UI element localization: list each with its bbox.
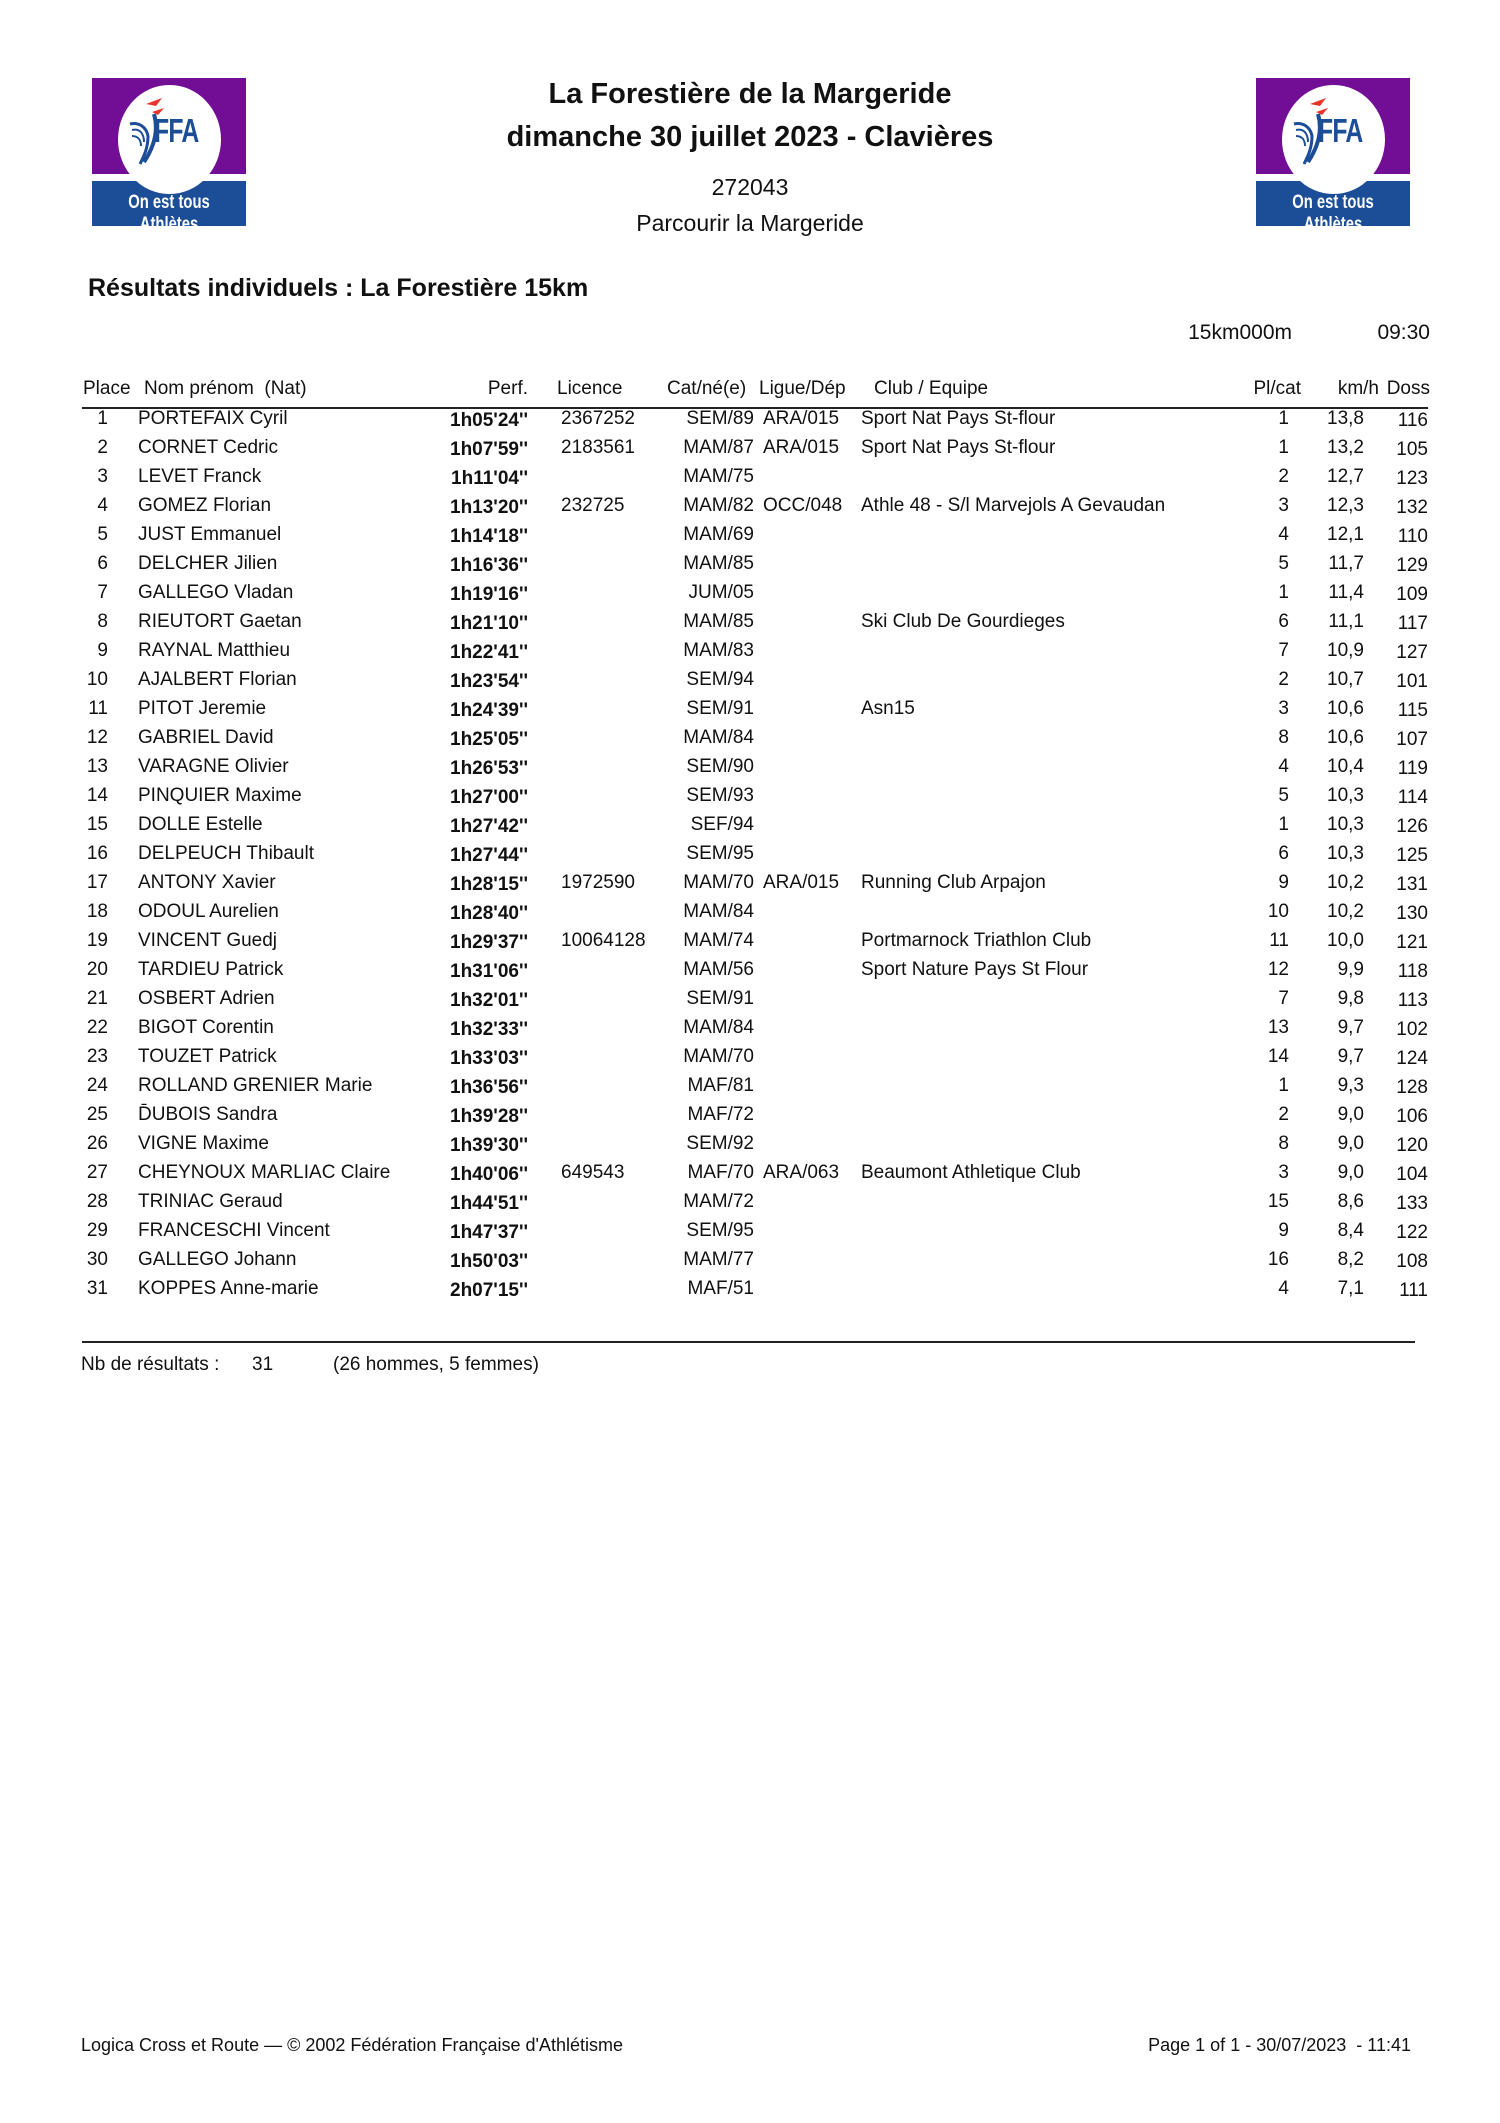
cell-place: 22 — [86, 1017, 108, 1038]
cell-doss: 111 — [1399, 1280, 1428, 1301]
cell-place: 17 — [86, 872, 108, 893]
cell-plcat: 1 — [1278, 582, 1289, 603]
cell-doss: 105 — [1396, 439, 1428, 460]
cell-place: 5 — [97, 524, 108, 545]
table-row — [0, 698, 1500, 727]
table-row — [0, 1278, 1500, 1307]
cell-cat: MAM/74 — [683, 930, 754, 951]
cell-perf: 1h29'37'' — [450, 932, 528, 953]
cell-name: VIGNE Maxime — [138, 1133, 269, 1154]
cell-place: 12 — [86, 727, 108, 748]
cell-doss: 119 — [1397, 758, 1428, 779]
cell-plcat: 6 — [1278, 843, 1289, 864]
cell-perf: 1h05'24'' — [450, 410, 528, 431]
cell-plcat: 9 — [1278, 1220, 1289, 1241]
cell-plcat: 14 — [1267, 1046, 1289, 1067]
table-row — [0, 1017, 1500, 1046]
cell-doss: 104 — [1396, 1164, 1428, 1185]
cell-plcat: 7 — [1278, 988, 1289, 1009]
cell-kmh: 7,1 — [1337, 1278, 1364, 1299]
table-row — [0, 872, 1500, 901]
cell-perf: 1h07'59'' — [450, 439, 528, 460]
col-doss: Doss — [1386, 378, 1430, 399]
cell-cat: SEM/95 — [686, 843, 754, 864]
cell-place: 18 — [86, 901, 108, 922]
cell-name: ODOUL Aurelien — [138, 901, 279, 922]
cell-kmh: 10,6 — [1327, 698, 1364, 719]
cell-place: 20 — [86, 959, 108, 980]
cell-plcat: 2 — [1278, 1104, 1289, 1125]
footer-copyright: Logica Cross et Route — © 2002 Fédération Française d'Athlétisme — [81, 2035, 623, 2055]
cell-club: Portmarnock Triathlon Club — [861, 930, 1092, 951]
table-row — [0, 959, 1500, 988]
cell-plcat: 11 — [1269, 930, 1289, 951]
cell-place: 10 — [86, 669, 108, 690]
cell-name: JUST Emmanuel — [138, 524, 282, 545]
cell-cat: MAM/69 — [683, 524, 754, 545]
cell-doss: 108 — [1396, 1251, 1428, 1272]
cell-name: GALLEGO Vladan — [138, 582, 294, 603]
cell-name: DOLLE Estelle — [138, 814, 263, 835]
cell-perf: 1h14'18'' — [450, 526, 528, 547]
logo-tagline: On est tous Athlètes — [1292, 192, 1374, 235]
cell-perf: 1h32'01'' — [450, 990, 528, 1011]
cell-perf: 1h24'39'' — [450, 700, 528, 721]
cell-doss: 110 — [1397, 526, 1428, 547]
cell-name: TOUZET Patrick — [138, 1046, 277, 1067]
cell-perf: 1h21'10'' — [450, 613, 528, 634]
cell-perf: 1h39'30'' — [450, 1135, 528, 1156]
cell-licence: 2183561 — [561, 437, 635, 458]
cell-kmh: 9,7 — [1337, 1017, 1364, 1038]
cell-place: 23 — [86, 1046, 108, 1067]
table-row — [0, 1075, 1500, 1104]
table-row — [0, 466, 1500, 495]
table-row — [0, 785, 1500, 814]
cell-plcat: 15 — [1267, 1191, 1289, 1212]
event-title: La Forestière de la Margeride — [548, 78, 952, 110]
cell-place: 27 — [86, 1162, 108, 1183]
cell-kmh: 9,8 — [1337, 988, 1364, 1009]
cell-doss: 113 — [1397, 990, 1428, 1011]
cell-cat: SEM/91 — [686, 988, 754, 1009]
cell-cat: MAM/83 — [683, 640, 754, 661]
cell-plcat: 6 — [1278, 611, 1289, 632]
cell-plcat: 1 — [1278, 814, 1289, 835]
cell-perf: 1h11'04'' — [451, 468, 528, 489]
logo-brand: FFA — [154, 112, 199, 149]
cell-plcat: 5 — [1278, 553, 1289, 574]
cell-cat: MAM/77 — [683, 1249, 754, 1270]
cell-place: 1 — [97, 408, 108, 429]
cell-doss: 116 — [1397, 410, 1428, 431]
cell-doss: 130 — [1396, 903, 1428, 924]
cell-perf: 1h13'20'' — [450, 497, 528, 518]
cell-plcat: 10 — [1267, 901, 1289, 922]
cell-doss: 128 — [1396, 1077, 1428, 1098]
cell-ligue: ARA/015 — [763, 408, 840, 429]
cell-place: 16 — [86, 843, 108, 864]
cell-name: RIEUTORT Gaetan — [138, 611, 302, 632]
table-row — [0, 1162, 1500, 1191]
cell-kmh: 12,7 — [1327, 466, 1364, 487]
cell-plcat: 12 — [1267, 959, 1289, 980]
table-row — [0, 901, 1500, 930]
cell-doss: 101 — [1396, 671, 1428, 692]
cell-kmh: 8,4 — [1337, 1220, 1364, 1241]
table-row — [0, 814, 1500, 843]
cell-ligue: ARA/015 — [763, 437, 840, 458]
cell-doss: 121 — [1396, 932, 1428, 953]
cell-name: CORNET Cedric — [138, 437, 279, 458]
cell-doss: 125 — [1396, 845, 1428, 866]
cell-kmh: 9,0 — [1337, 1104, 1364, 1125]
cell-ligue: OCC/048 — [763, 495, 843, 516]
cell-kmh: 12,3 — [1327, 495, 1364, 516]
cell-kmh: 10,3 — [1327, 814, 1364, 835]
cell-plcat: 2 — [1278, 466, 1289, 487]
footer-page-info: Page 1 of 1 - 30/07/2023 - 11:41 — [1148, 2035, 1411, 2055]
cell-plcat: 16 — [1267, 1249, 1289, 1270]
cell-name: LEVET Franck — [138, 466, 262, 487]
cell-kmh: 9,3 — [1337, 1075, 1364, 1096]
col-licence: Licence — [557, 378, 623, 399]
cell-name: ANTONY Xavier — [138, 872, 276, 893]
cell-cat: MAF/70 — [687, 1162, 754, 1183]
col-perf: Perf. — [487, 378, 528, 399]
cell-place: 13 — [86, 756, 108, 777]
table-row — [0, 1249, 1500, 1278]
cell-perf: 1h27'00'' — [450, 787, 528, 808]
cell-perf: 1h39'28'' — [450, 1106, 528, 1127]
col-club: Club / Equipe — [874, 378, 989, 399]
cell-club: Asn15 — [861, 698, 915, 719]
table-row — [0, 930, 1500, 959]
cell-plcat: 4 — [1278, 524, 1289, 545]
cell-plcat: 4 — [1278, 756, 1289, 777]
cell-doss: 117 — [1397, 613, 1428, 634]
cell-plcat: 5 — [1278, 785, 1289, 806]
cell-perf: 1h23'54'' — [450, 671, 528, 692]
cell-cat: MAM/72 — [683, 1191, 754, 1212]
cell-place: 29 — [86, 1220, 108, 1241]
cell-plcat: 1 — [1278, 437, 1289, 458]
cell-cat: SEM/94 — [686, 669, 754, 690]
summary-count: 31 — [252, 1354, 274, 1375]
cell-name: GALLEGO Johann — [138, 1249, 297, 1270]
cell-doss: 122 — [1396, 1222, 1428, 1243]
cell-name: TARDIEU Patrick — [138, 959, 284, 980]
section-title: Résultats individuels : La Forestière 15km — [88, 274, 589, 302]
cell-club: Sport Nat Pays St-flour — [861, 408, 1056, 429]
table-row — [0, 1104, 1500, 1133]
cell-doss: 124 — [1396, 1048, 1428, 1069]
cell-perf: 1h26'53'' — [450, 758, 528, 779]
cell-doss: 132 — [1396, 497, 1428, 518]
cell-name: DELCHER Jilien — [138, 553, 278, 574]
cell-kmh: 12,1 — [1327, 524, 1364, 545]
table-row — [0, 1133, 1500, 1162]
cell-place: 4 — [97, 495, 108, 516]
cell-kmh: 9,7 — [1337, 1046, 1364, 1067]
cell-plcat: 8 — [1278, 1133, 1289, 1154]
cell-name: ROLLAND GRENIER Marie — [138, 1075, 373, 1096]
cell-place: 21 — [86, 988, 108, 1009]
cell-cat: JUM/05 — [688, 582, 754, 603]
cell-cat: MAM/85 — [683, 553, 754, 574]
cell-kmh: 9,9 — [1337, 959, 1364, 980]
organizer: Parcourir la Margeride — [636, 210, 864, 236]
col-cat: Cat/né(e) — [667, 378, 747, 399]
cell-cat: MAF/72 — [687, 1104, 754, 1125]
cell-perf: 2h07'15'' — [450, 1280, 528, 1301]
cell-kmh: 10,2 — [1327, 872, 1364, 893]
cell-perf: 1h16'36'' — [450, 555, 528, 576]
cell-doss: 118 — [1397, 961, 1428, 982]
cell-doss: 126 — [1396, 816, 1428, 837]
cell-plcat: 4 — [1278, 1278, 1289, 1299]
cell-cat: MAM/82 — [683, 495, 754, 516]
table-row — [0, 553, 1500, 582]
col-kmh: km/h — [1337, 378, 1379, 399]
cell-cat: MAM/84 — [683, 727, 754, 748]
cell-cat: SEM/90 — [686, 756, 754, 777]
race-distance: 15km000m — [1188, 321, 1292, 344]
cell-perf: 1h19'16'' — [450, 584, 528, 605]
cell-perf: 1h47'37'' — [450, 1222, 528, 1243]
cell-licence: 232725 — [561, 495, 625, 516]
table-row — [0, 988, 1500, 1017]
cell-cat: SEM/91 — [686, 698, 754, 719]
cell-place: 19 — [86, 930, 108, 951]
table-row — [0, 408, 1500, 437]
cell-perf: 1h28'15'' — [450, 874, 528, 895]
col-plcat: Pl/cat — [1253, 378, 1301, 399]
cell-place: 3 — [97, 466, 108, 487]
cell-licence: 10064128 — [561, 930, 646, 951]
cell-kmh: 10,9 — [1327, 640, 1364, 661]
cell-name: KOPPES Anne-marie — [138, 1278, 319, 1299]
cell-place: 30 — [86, 1249, 108, 1270]
cell-kmh: 9,0 — [1337, 1162, 1364, 1183]
cell-name: CHEYNOUX MARLIAC Claire — [138, 1162, 391, 1183]
table-row — [0, 669, 1500, 698]
table-row — [0, 524, 1500, 553]
cell-kmh: 10,0 — [1327, 930, 1364, 951]
cell-place: 31 — [86, 1278, 108, 1299]
cell-plcat: 1 — [1278, 1075, 1289, 1096]
cell-name: VINCENT Guedj — [138, 930, 278, 951]
cell-name: D̄UBOIS Sandra — [138, 1104, 278, 1125]
cell-cat: MAM/84 — [683, 1017, 754, 1038]
cell-place: 14 — [86, 785, 108, 806]
cell-perf: 1h31'06'' — [450, 961, 528, 982]
cell-place: 11 — [88, 698, 108, 719]
cell-club: Athle 48 - S/l Marvejols A Gevaudan — [861, 495, 1166, 516]
table-row — [0, 582, 1500, 611]
cell-name: OSBERT Adrien — [138, 988, 275, 1009]
table-row — [0, 437, 1500, 466]
cell-kmh: 10,3 — [1327, 843, 1364, 864]
cell-name: PINQUIER Maxime — [138, 785, 302, 806]
cell-place: 26 — [86, 1133, 108, 1154]
cell-place: 9 — [97, 640, 108, 661]
start-time: 09:30 — [1377, 321, 1430, 344]
cell-doss: 120 — [1396, 1135, 1428, 1156]
cell-place: 7 — [97, 582, 108, 603]
cell-doss: 123 — [1396, 468, 1428, 489]
cell-perf: 1h33'03'' — [450, 1048, 528, 1069]
cell-perf: 1h44'51'' — [450, 1193, 528, 1214]
cell-plcat: 3 — [1278, 1162, 1289, 1183]
cell-plcat: 1 — [1278, 408, 1289, 429]
cell-name: PORTEFAIX Cyril — [138, 408, 288, 429]
cell-kmh: 10,2 — [1327, 901, 1364, 922]
logo-brand: FFA — [1318, 112, 1363, 149]
cell-place: 8 — [97, 611, 108, 632]
cell-doss: 109 — [1396, 584, 1428, 605]
cell-kmh: 13,2 — [1327, 437, 1364, 458]
cell-kmh: 10,3 — [1327, 785, 1364, 806]
cell-plcat: 3 — [1278, 698, 1289, 719]
cell-doss: 127 — [1396, 642, 1428, 663]
cell-name: GOMEZ Florian — [138, 495, 272, 516]
logo-tagline: On est tous Athlètes — [128, 192, 210, 235]
cell-plcat: 2 — [1278, 669, 1289, 690]
cell-cat: MAF/81 — [687, 1075, 754, 1096]
cell-doss: 129 — [1396, 555, 1428, 576]
cell-cat: SEM/93 — [686, 785, 754, 806]
table-row — [0, 756, 1500, 785]
col-ligue: Ligue/Dép — [759, 378, 846, 399]
table-row — [0, 1220, 1500, 1249]
cell-place: 6 — [97, 553, 108, 574]
cell-kmh: 13,8 — [1327, 408, 1364, 429]
cell-ligue: ARA/063 — [763, 1162, 840, 1183]
cell-perf: 1h50'03'' — [450, 1251, 528, 1272]
cell-cat: SEM/89 — [686, 408, 754, 429]
cell-plcat: 8 — [1278, 727, 1289, 748]
cell-ligue: ARA/015 — [763, 872, 840, 893]
cell-club: Sport Nature Pays St Flour — [861, 959, 1089, 980]
cell-cat: MAF/51 — [687, 1278, 754, 1299]
col-place: Place — [83, 378, 131, 399]
cell-doss: 107 — [1396, 729, 1428, 750]
cell-cat: MAM/75 — [683, 466, 754, 487]
cell-name: PITOT Jeremie — [138, 698, 267, 719]
cell-place: 28 — [86, 1191, 108, 1212]
cell-club: Ski Club De Gourdieges — [861, 611, 1065, 632]
cell-kmh: 10,6 — [1327, 727, 1364, 748]
table-row — [0, 1046, 1500, 1075]
cell-plcat: 13 — [1267, 1017, 1289, 1038]
cell-perf: 1h25'05'' — [450, 729, 528, 750]
cell-plcat: 3 — [1278, 495, 1289, 516]
cell-name: RAYNAL Matthieu — [138, 640, 291, 661]
cell-kmh: 10,4 — [1327, 756, 1364, 777]
cell-kmh: 8,2 — [1337, 1249, 1364, 1270]
cell-place: 25 — [86, 1104, 108, 1125]
table-row — [0, 495, 1500, 524]
cell-doss: 106 — [1396, 1106, 1428, 1127]
cell-perf: 1h22'41'' — [450, 642, 528, 663]
cell-doss: 115 — [1397, 700, 1428, 721]
cell-cat: MAM/87 — [683, 437, 754, 458]
cell-cat: MAM/70 — [683, 1046, 754, 1067]
cell-place: 15 — [86, 814, 108, 835]
cell-licence: 649543 — [561, 1162, 625, 1183]
cell-name: DELPEUCH Thibault — [138, 843, 315, 864]
cell-perf: 1h32'33'' — [450, 1019, 528, 1040]
cell-perf: 1h28'40'' — [450, 903, 528, 924]
cell-cat: MAM/84 — [683, 901, 754, 922]
cell-kmh: 11,1 — [1328, 611, 1364, 632]
cell-name: VARAGNE Olivier — [138, 756, 289, 777]
table-row — [0, 1191, 1500, 1220]
event-date-place: dimanche 30 juillet 2023 - Clavières — [506, 121, 994, 153]
cell-perf: 1h27'42'' — [450, 816, 528, 837]
cell-name: BIGOT Corentin — [138, 1017, 274, 1038]
cell-club: Beaumont Athletique Club — [861, 1162, 1081, 1183]
cell-plcat: 9 — [1278, 872, 1289, 893]
event-code: 272043 — [711, 174, 789, 200]
cell-cat: MAM/70 — [683, 872, 754, 893]
cell-licence: 2367252 — [561, 408, 635, 429]
cell-perf: 1h40'06'' — [450, 1164, 528, 1185]
cell-perf: 1h36'56'' — [450, 1077, 528, 1098]
cell-licence: 1972590 — [561, 872, 635, 893]
cell-cat: MAM/56 — [683, 959, 754, 980]
cell-name: FRANCESCHI Vincent — [138, 1220, 330, 1241]
cell-cat: SEM/95 — [686, 1220, 754, 1241]
cell-perf: 1h27'44'' — [450, 845, 528, 866]
cell-place: 24 — [86, 1075, 108, 1096]
table-row — [0, 611, 1500, 640]
table-row — [0, 640, 1500, 669]
summary-breakdown: (26 hommes, 5 femmes) — [333, 1354, 539, 1375]
cell-kmh: 9,0 — [1337, 1133, 1364, 1154]
cell-cat: SEM/92 — [686, 1133, 754, 1154]
col-name: Nom prénom (Nat) — [144, 378, 307, 399]
cell-doss: 133 — [1396, 1193, 1428, 1214]
cell-place: 2 — [97, 437, 108, 458]
cell-kmh: 11,4 — [1328, 582, 1364, 603]
cell-doss: 102 — [1396, 1019, 1428, 1040]
summary-label: Nb de résultats : — [81, 1354, 220, 1375]
cell-club: Running Club Arpajon — [861, 872, 1046, 893]
cell-kmh: 10,7 — [1327, 669, 1364, 690]
cell-doss: 131 — [1396, 874, 1428, 895]
cell-cat: SEF/94 — [690, 814, 754, 835]
table-row — [0, 727, 1500, 756]
cell-name: TRINIAC Geraud — [138, 1191, 283, 1212]
cell-kmh: 8,6 — [1337, 1191, 1364, 1212]
cell-doss: 114 — [1397, 787, 1428, 808]
cell-club: Sport Nat Pays St-flour — [861, 437, 1056, 458]
table-row — [0, 843, 1500, 872]
cell-name: AJALBERT Florian — [138, 669, 297, 690]
cell-plcat: 7 — [1278, 640, 1289, 661]
cell-kmh: 11,7 — [1328, 553, 1364, 574]
cell-name: GABRIEL David — [138, 727, 274, 748]
summary-divider — [82, 1341, 1415, 1343]
cell-cat: MAM/85 — [683, 611, 754, 632]
